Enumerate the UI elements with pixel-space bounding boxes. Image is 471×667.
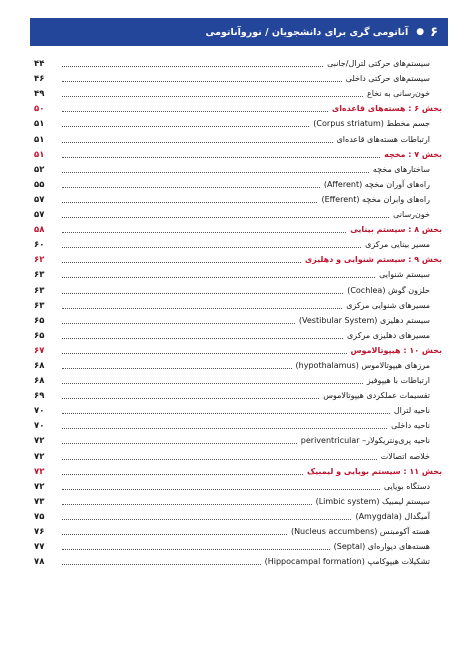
toc-entry-page: ۵۲	[34, 164, 45, 175]
dot-leader	[62, 293, 343, 294]
dot-leader	[62, 383, 363, 384]
dot-leader	[62, 323, 295, 324]
toc-entry-title: سیستم‌های حرکتی لترال/جانبی	[327, 59, 430, 69]
toc-entry-title: ناحیه داخلی	[391, 421, 430, 431]
toc-entry-title: ناحیه لترال	[393, 406, 430, 416]
dot-leader	[62, 338, 343, 339]
toc-entry-page: ۶۵	[34, 315, 45, 326]
toc-entry[interactable]	[30, 327, 448, 342]
dot-leader	[62, 534, 287, 535]
toc-entry-title: حلزون گوش (Cochlea)	[347, 285, 430, 295]
toc-entry-page: ۶۳	[34, 300, 45, 311]
dot-leader	[62, 66, 323, 67]
toc-entry-page: ۶۰	[34, 240, 45, 251]
toc-part-heading[interactable]	[30, 100, 448, 115]
toc-entry-page: ۷۰	[34, 406, 45, 417]
toc-entry-title: سیستم‌های حرکتی داخلی	[345, 74, 430, 84]
dot-leader	[62, 277, 375, 278]
dot-leader	[62, 353, 347, 354]
toc-entry[interactable]	[30, 70, 448, 85]
toc-part-heading[interactable]	[30, 251, 448, 266]
toc-entry[interactable]	[30, 372, 448, 387]
dot-leader	[62, 96, 363, 97]
toc-entry-title: بخش ۷ : مخچه	[384, 149, 442, 159]
toc-entry-page: ۴۴	[34, 59, 45, 70]
toc-entry-title: هسته‌های دیواره‌ای (Septal)	[333, 542, 430, 552]
toc-entry-page: ۵۷	[34, 194, 45, 205]
toc-entry-title: ارتباطات با هیپوفیز	[366, 376, 430, 386]
table-of-contents	[30, 55, 448, 568]
dot-leader	[62, 81, 342, 82]
toc-entry-title: بخش ۹ : سیستم شنوایی و دهلیزی	[304, 255, 442, 265]
toc-entry-page: ۶۵	[34, 330, 45, 341]
toc-part-heading[interactable]	[30, 146, 448, 161]
toc-entry-page: ۵۰	[34, 104, 45, 115]
toc-entry-page: ۶۳	[34, 270, 45, 281]
toc-entry-title: خون‌رسانی	[393, 210, 430, 220]
dot-leader	[62, 564, 261, 565]
dot-leader	[62, 202, 317, 203]
toc-entry-title: جسم مخطط (Corpus striatum)	[313, 119, 430, 129]
toc-entry-page: ۷۲	[34, 436, 45, 447]
dot-leader	[62, 172, 369, 173]
toc-entry[interactable]	[30, 478, 448, 493]
toc-entry-title: تشکیلات هیپوکامپ (Hippocampal formation)	[264, 557, 430, 567]
toc-entry-title: ارتباطات هسته‌های قاعده‌ای	[336, 134, 430, 144]
toc-entry[interactable]	[30, 553, 448, 568]
toc-entry-page: ۷۷	[34, 542, 45, 553]
toc-entry[interactable]	[30, 176, 448, 191]
toc-entry[interactable]	[30, 387, 448, 402]
toc-entry-page: ۵۵	[34, 179, 45, 190]
dot-leader	[62, 187, 320, 188]
toc-entry-title: بخش ۶ : هسته‌های قاعده‌ای	[331, 104, 442, 114]
toc-entry-title: سیستم دهلیزی (Vestibular System)	[298, 315, 430, 325]
dot-leader	[62, 142, 333, 143]
toc-entry[interactable]	[30, 236, 448, 251]
toc-entry[interactable]	[30, 417, 448, 432]
toc-part-heading[interactable]	[30, 221, 448, 236]
toc-entry[interactable]	[30, 312, 448, 327]
toc-entry[interactable]	[30, 297, 448, 312]
toc-entry[interactable]	[30, 266, 448, 281]
toc-entry-page: ۷۶	[34, 527, 45, 537]
toc-entry-title: مرزهای هیپوتالاموس (hypothalamus)	[295, 360, 430, 370]
toc-entry[interactable]	[30, 357, 448, 372]
toc-entry[interactable]	[30, 508, 448, 523]
toc-entry-page: ۵۱	[34, 134, 45, 145]
toc-entry-page: ۷۸	[34, 557, 45, 568]
toc-entry[interactable]	[30, 493, 448, 508]
dot-leader	[62, 413, 390, 414]
toc-entry-title: آمیگدال (Amygdala)	[355, 511, 430, 521]
dot-leader	[62, 262, 301, 263]
toc-entry-page: ۷۳	[34, 496, 45, 507]
toc-entry-title: مسیرهای شنوایی مرکزی	[346, 300, 430, 310]
toc-entry-page: ۷۲	[34, 466, 45, 477]
toc-entry-title: راه‌های وابران مخچه (Efferent)	[321, 194, 430, 204]
toc-entry-page: ۷۵	[34, 511, 45, 522]
dot-leader	[62, 232, 346, 233]
toc-entry[interactable]	[30, 523, 448, 538]
toc-entry[interactable]	[30, 85, 448, 100]
dot-leader	[62, 126, 309, 127]
toc-entry-page: ۴۹	[34, 89, 45, 100]
toc-entry[interactable]	[30, 206, 448, 221]
dot-leader	[62, 368, 292, 369]
toc-entry-title: دستگاه بویایی	[383, 481, 430, 491]
toc-part-heading[interactable]	[30, 463, 448, 478]
toc-entry-page: ۶۷	[34, 345, 45, 356]
toc-entry-page: ۶۲	[34, 255, 45, 266]
toc-entry-title: ناحیه پری‌ونتریکولار– periventricular	[300, 436, 430, 446]
toc-entry-title: بخش ۸ : سیستم بینایی	[350, 225, 442, 235]
toc-entry-title: بخش ۱۰ : هیپوتالاموس	[350, 345, 442, 355]
dot-leader	[62, 474, 303, 475]
toc-entry[interactable]	[30, 538, 448, 553]
dot-leader	[62, 459, 377, 460]
toc-entry-page: ۷۲	[34, 481, 45, 492]
bullet-icon: ●	[416, 27, 425, 37]
toc-entry-title: خون‌رسانی به نخاع	[366, 89, 430, 99]
toc-entry-page: ۵۷	[34, 210, 45, 221]
toc-entry-page: ۷۲	[34, 451, 45, 462]
toc-entry-title: تقسیمات عملکردی هیپوتالاموس	[323, 391, 430, 401]
dot-leader	[62, 428, 387, 429]
dot-leader	[62, 504, 312, 505]
toc-entry[interactable]	[30, 115, 448, 130]
toc-part-heading[interactable]	[30, 342, 448, 357]
toc-entry-page: ۶۸	[34, 360, 45, 371]
toc-entry-page: ۷۰	[34, 421, 45, 432]
dot-leader	[62, 217, 389, 218]
toc-entry-title: راه‌های آوران مخچه (Afferent)	[323, 179, 430, 189]
dot-leader	[62, 443, 297, 444]
dot-leader	[62, 308, 342, 309]
toc-entry[interactable]	[30, 402, 448, 417]
toc-entry-title: مسیر بینایی مرکزی	[365, 240, 430, 250]
toc-entry[interactable]	[30, 447, 448, 462]
header-title: آناتومی گری برای دانشجویان / نوروآناتومی	[205, 26, 409, 38]
dot-leader	[62, 157, 380, 158]
toc-entry-title: خلاصه اتصالات	[380, 451, 430, 461]
toc-entry[interactable]	[30, 55, 448, 70]
dot-leader	[62, 247, 361, 248]
toc-entry-page: ۵۱	[34, 119, 45, 130]
toc-entry-page: ۴۶	[34, 74, 45, 85]
dot-leader	[62, 489, 380, 490]
toc-entry-title: سیستم شنوایی	[379, 270, 430, 280]
dot-leader	[62, 111, 328, 112]
toc-entry[interactable]	[30, 191, 448, 206]
toc-entry[interactable]	[30, 130, 448, 145]
toc-entry-page: ۶۹	[34, 391, 45, 402]
toc-entry[interactable]	[30, 281, 448, 296]
toc-entry-title: ساختارهای مخچه	[372, 164, 430, 174]
dot-leader	[62, 549, 330, 550]
dot-leader	[62, 398, 319, 399]
toc-entry-page: ۶۸	[34, 376, 45, 387]
toc-entry-page: ۶۳	[34, 285, 45, 296]
header-page-number: ۶	[430, 24, 438, 40]
toc-entry-title: مسیرهای دهلیزی مرکزی	[347, 330, 430, 340]
toc-entry-page: ۵۸	[34, 225, 45, 236]
toc-entry[interactable]	[30, 432, 448, 447]
toc-entry[interactable]	[30, 161, 448, 176]
toc-entry-title: سیستم لیمبیک (Limbic system)	[315, 496, 430, 506]
toc-entry-title: هسته آکومبنس (Nucleus accumbens)	[290, 527, 430, 536]
toc-entry-page: ۵۱	[34, 149, 45, 160]
dot-leader	[62, 519, 351, 520]
running-header	[30, 18, 448, 46]
toc-entry-title: بخش ۱۱ : سیستم بویایی و لیمبیک	[306, 466, 442, 476]
